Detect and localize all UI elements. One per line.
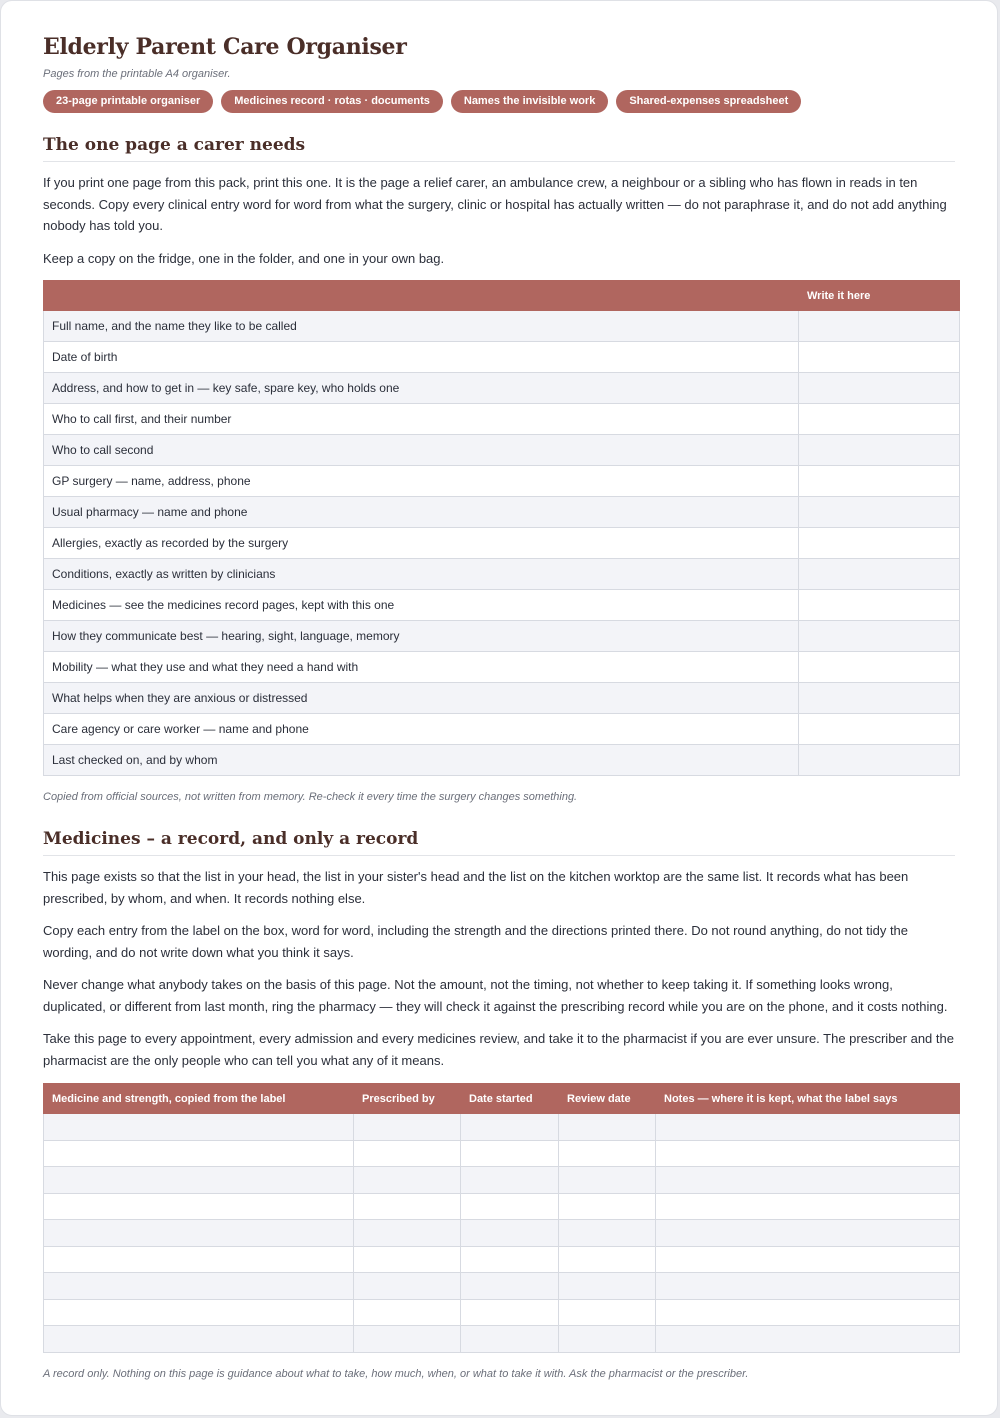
section-heading-medicines: Medicines – a record, and only a record	[43, 827, 955, 856]
medicine-entry-cell[interactable]	[461, 1167, 559, 1194]
section-paragraph: Take this page to every appointment, every admission and every medicines review, and take it to the pharmacist if you are ever unsure. The prescriber and the pharmacist are the only people who can tell you what any of it means.	[43, 1031, 954, 1068]
write-it-here-cell[interactable]	[799, 342, 960, 373]
table-header-cell: Prescribed by	[354, 1084, 461, 1114]
page-subtitle: Pages from the printable A4 organiser.	[43, 68, 231, 80]
table-row	[44, 683, 960, 714]
medicine-entry-cell[interactable]	[44, 1140, 354, 1167]
table-row	[44, 528, 960, 559]
medicine-entry-cell[interactable]	[44, 1193, 354, 1220]
medicine-entry-cell[interactable]	[354, 1326, 461, 1353]
table-header-cell: Medicine and strength, copied from the label	[44, 1084, 354, 1114]
table-row	[44, 1299, 960, 1326]
table-row	[44, 435, 960, 466]
medicine-entry-cell[interactable]	[461, 1299, 559, 1326]
medicine-entry-cell[interactable]	[354, 1246, 461, 1273]
medicine-entry-cell[interactable]	[354, 1167, 461, 1194]
medicine-entry-cell[interactable]	[354, 1220, 461, 1247]
medicine-entry-cell[interactable]	[559, 1246, 656, 1273]
row-label: Usual pharmacy — name and phone	[44, 497, 799, 528]
medicine-entry-cell[interactable]	[354, 1193, 461, 1220]
row-label: GP surgery — name, address, phone	[44, 466, 799, 497]
medicine-entry-cell[interactable]	[354, 1273, 461, 1300]
row-label: Full name, and the name they like to be called	[44, 311, 799, 342]
row-label: Address, and how to get in — key safe, spare key, who holds one	[44, 373, 799, 404]
chip-medicines-record: Medicines record · rotas · documents	[221, 90, 443, 113]
medicine-entry-cell[interactable]	[656, 1246, 960, 1273]
medicines-table	[43, 1083, 960, 1353]
table-row	[44, 559, 960, 590]
write-it-here-cell[interactable]	[799, 590, 960, 621]
row-label: Medicines — see the medicines record pages, kept with this one	[44, 590, 799, 621]
section-paragraph: If you print one page from this pack, print this one. It is the page a relief carer, an ambulance crew, a neighbour or a sibling who has flown in reads in ten seconds. Copy every clinical entry word for word from what the surgery, clinic or hospital has actually written — do not paraphrase it, and do not add anything nobody has told you.	[43, 175, 947, 233]
medicine-entry-cell[interactable]	[461, 1246, 559, 1273]
table-row	[44, 404, 960, 435]
medicine-entry-cell[interactable]	[559, 1167, 656, 1194]
medicine-entry-cell[interactable]	[559, 1193, 656, 1220]
row-label: Conditions, exactly as written by clinicians	[44, 559, 799, 590]
table-row	[44, 1114, 960, 1141]
carer-info-table	[43, 280, 960, 776]
write-it-here-cell[interactable]	[799, 373, 960, 404]
table-row	[44, 1140, 960, 1167]
section-paragraph: Never change what anybody takes on the basis of this page. Not the amount, not the timing, not whether to keep taking it. If something looks wrong, duplicated, or different from last month, ring the pharmacy — they will check it against the prescribing record while you are on the phone, and it costs nothing.	[43, 977, 948, 1014]
table-row	[44, 1193, 960, 1220]
row-label: Date of birth	[44, 342, 799, 373]
table-footnote: Copied from official sources, not written from memory. Re-check it every time the surgery changes something.	[43, 791, 578, 803]
medicine-entry-cell[interactable]	[44, 1326, 354, 1353]
row-label: Last checked on, and by whom	[44, 745, 799, 776]
table-header-row	[44, 281, 960, 311]
medicine-entry-cell[interactable]	[656, 1114, 960, 1141]
write-it-here-cell[interactable]	[799, 528, 960, 559]
write-it-here-cell[interactable]	[799, 559, 960, 590]
table-row	[44, 373, 960, 404]
table-row	[44, 497, 960, 528]
row-label: What helps when they are anxious or distressed	[44, 683, 799, 714]
write-it-here-cell[interactable]	[799, 311, 960, 342]
medicine-entry-cell[interactable]	[44, 1299, 354, 1326]
table-header-cell: Write it here	[799, 281, 960, 311]
table-header-cell: Review date	[559, 1084, 656, 1114]
chip-printable-organiser: 23-page printable organiser	[43, 90, 213, 113]
medicine-entry-cell[interactable]	[461, 1220, 559, 1247]
table-row	[44, 1246, 960, 1273]
medicine-entry-cell[interactable]	[44, 1246, 354, 1273]
medicine-entry-cell[interactable]	[559, 1299, 656, 1326]
medicine-entry-cell[interactable]	[354, 1114, 461, 1141]
medicine-entry-cell[interactable]	[461, 1193, 559, 1220]
medicine-entry-cell[interactable]	[461, 1140, 559, 1167]
write-it-here-cell[interactable]	[799, 714, 960, 745]
table-row	[44, 1220, 960, 1247]
medicine-entry-cell[interactable]	[44, 1114, 354, 1141]
section-paragraph: Copy each entry from the label on the box, word for word, including the strength and the directions printed there. Do not round anything, do not tidy the wording, and do not write down what you think it says.	[43, 923, 909, 960]
table-header-cell: Date started	[461, 1084, 559, 1114]
medicine-entry-cell[interactable]	[461, 1114, 559, 1141]
table-row	[44, 1273, 960, 1300]
row-label: Allergies, exactly as recorded by the surgery	[44, 528, 799, 559]
chip-expenses-spreadsheet: Shared-expenses spreadsheet	[616, 90, 801, 113]
medicine-entry-cell[interactable]	[559, 1114, 656, 1141]
table-row	[44, 466, 960, 497]
table-header-cell	[44, 281, 799, 311]
medicine-entry-cell[interactable]	[461, 1326, 559, 1353]
section-paragraph: Keep a copy on the fridge, one in the folder, and one in your own bag.	[43, 250, 445, 266]
table-row	[44, 1167, 960, 1194]
table-row	[44, 311, 960, 342]
table-row	[44, 342, 960, 373]
row-label: Who to call second	[44, 435, 799, 466]
row-label: How they communicate best — hearing, sight, language, memory	[44, 621, 799, 652]
write-it-here-cell[interactable]	[799, 404, 960, 435]
write-it-here-cell[interactable]	[799, 683, 960, 714]
row-label: Mobility — what they use and what they need a hand with	[44, 652, 799, 683]
medicine-entry-cell[interactable]	[461, 1273, 559, 1300]
medicine-entry-cell[interactable]	[354, 1299, 461, 1326]
row-label: Who to call first, and their number	[44, 404, 799, 435]
medicine-entry-cell[interactable]	[559, 1273, 656, 1300]
table-row	[44, 652, 960, 683]
table-row	[44, 621, 960, 652]
write-it-here-cell[interactable]	[799, 435, 960, 466]
section-paragraph: This page exists so that the list in your head, the list in your sister's head and the list on the kitchen worktop are the same list. It records what has been prescribed, by whom, and when. It records nothing else.	[43, 869, 909, 906]
medicine-entry-cell[interactable]	[559, 1220, 656, 1247]
medicine-entry-cell[interactable]	[656, 1220, 960, 1247]
write-it-here-cell[interactable]	[799, 497, 960, 528]
medicine-entry-cell[interactable]	[559, 1326, 656, 1353]
table-row	[44, 714, 960, 745]
medicine-entry-cell[interactable]	[656, 1193, 960, 1220]
write-it-here-cell[interactable]	[799, 621, 960, 652]
table-row	[44, 745, 960, 776]
medicine-entry-cell[interactable]	[656, 1167, 960, 1194]
medicine-entry-cell[interactable]	[656, 1326, 960, 1353]
medicine-entry-cell[interactable]	[559, 1140, 656, 1167]
write-it-here-cell[interactable]	[799, 652, 960, 683]
row-label: Care agency or care worker — name and phone	[44, 714, 799, 745]
medicine-entry-cell[interactable]	[44, 1220, 354, 1247]
medicine-entry-cell[interactable]	[656, 1299, 960, 1326]
medicine-entry-cell[interactable]	[354, 1140, 461, 1167]
table-footnote: A record only. Nothing on this page is guidance about what to take, how much, when, or what to take it with. Ask the pharmacist or the prescriber.	[43, 1367, 749, 1380]
feature-chips	[43, 90, 955, 113]
medicine-entry-cell[interactable]	[656, 1273, 960, 1300]
medicine-entry-cell[interactable]	[656, 1140, 960, 1167]
page-title: Elderly Parent Care Organiser	[43, 34, 407, 60]
write-it-here-cell[interactable]	[799, 466, 960, 497]
medicine-entry-cell[interactable]	[44, 1273, 354, 1300]
table-header-cell: Notes — where it is kept, what the label says	[656, 1084, 960, 1114]
write-it-here-cell[interactable]	[799, 745, 960, 776]
table-row	[44, 1326, 960, 1353]
table-row	[44, 590, 960, 621]
table-header-row	[44, 1084, 960, 1114]
medicine-entry-cell[interactable]	[44, 1167, 354, 1194]
section-heading-carer-page: The one page a carer needs	[43, 133, 955, 162]
chip-invisible-work: Names the invisible work	[451, 90, 608, 113]
